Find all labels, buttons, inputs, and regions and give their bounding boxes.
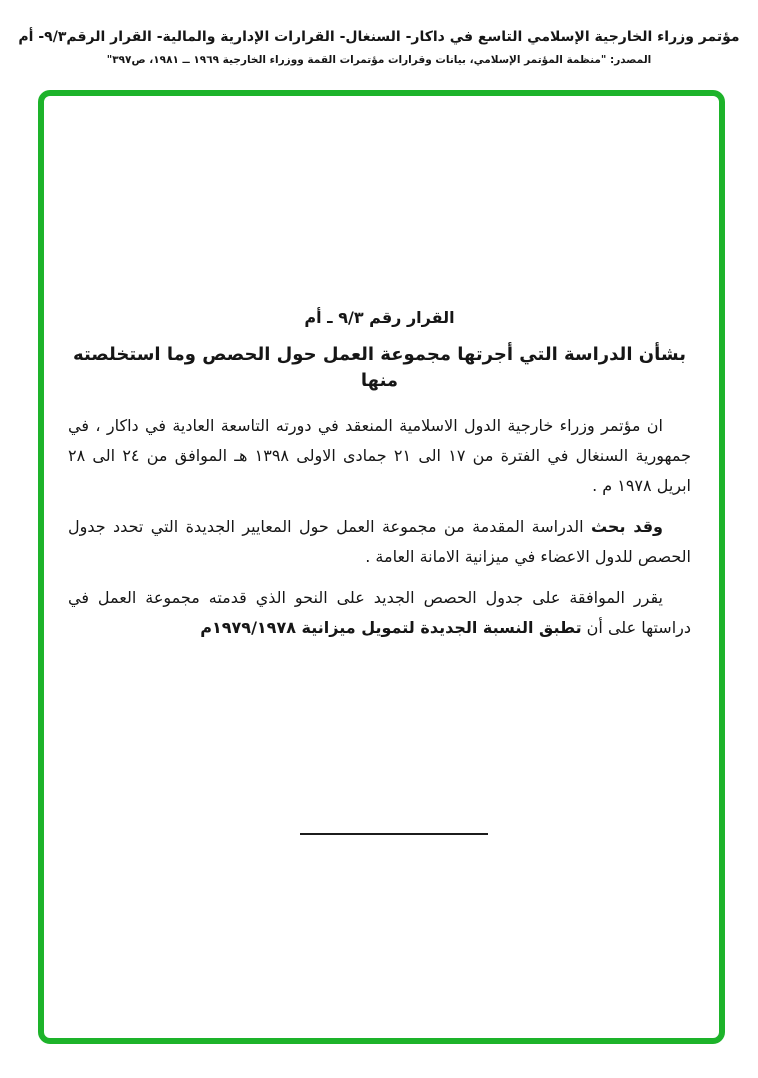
paragraph-preamble — [68, 411, 691, 501]
document-header — [0, 26, 758, 69]
end-divider-line — [300, 833, 488, 835]
header-source-citation: المصدر: "منظمة المؤتمر الإسلامي، بيانات وقرارات مؤتمرات القمة ووزراء الخارجية ١٩٦٩ ــ ١٩٨١، ص٣٩٧" — [106, 54, 652, 66]
resolution-number-title: القرار رقم ٩/٣ ـ أم — [304, 308, 455, 327]
paragraph-preamble-text: ان مؤتمر وزراء خارجية الدول الاسلامية المنعقد في دورته التاسعة العادية في داكار ، في جمهورية السنغال في الفترة من ١٧ الى ٢١ جمادى الاولى ١٣٩٨ هـ الموافق من ٢٤ الى ٢٨ ابريل ١٩٧٨ م . — [68, 416, 692, 495]
paragraph-study — [68, 512, 691, 572]
paragraph-study-lead: وقد بحث — [590, 517, 663, 536]
paragraph-decision — [68, 583, 691, 643]
header-conference-title: مؤتمر وزراء الخارجية الإسلامي التاسع في داكار- السنغال- القرارات الإدارية والمالية- القرار الرقم٩/٣- أم — [18, 29, 740, 45]
paragraph-decision-tail: تطبق النسبة الجديدة لتمويل ميزانية ١٩٧٩/١٩٧٨م — [200, 618, 582, 637]
paragraph-decision-text: يقرر الموافقة على جدول الحصص الجديد على النحو الذي قدمته مجموعة العمل في دراستها على أن — [68, 588, 691, 637]
resolution-subject-title: بشأن الدراسة التي أجرتها مجموعة العمل حول الحصص وما استخلصته منها — [73, 344, 686, 391]
green-border-frame — [38, 90, 725, 1044]
resolution-body — [44, 306, 719, 1078]
paragraph-study-text: الدراسة المقدمة من مجموعة العمل حول المعايير الجديدة التي تحدد جدول الحصص للدول الاعضاء في ميزانية الامانة العامة . — [68, 517, 691, 566]
